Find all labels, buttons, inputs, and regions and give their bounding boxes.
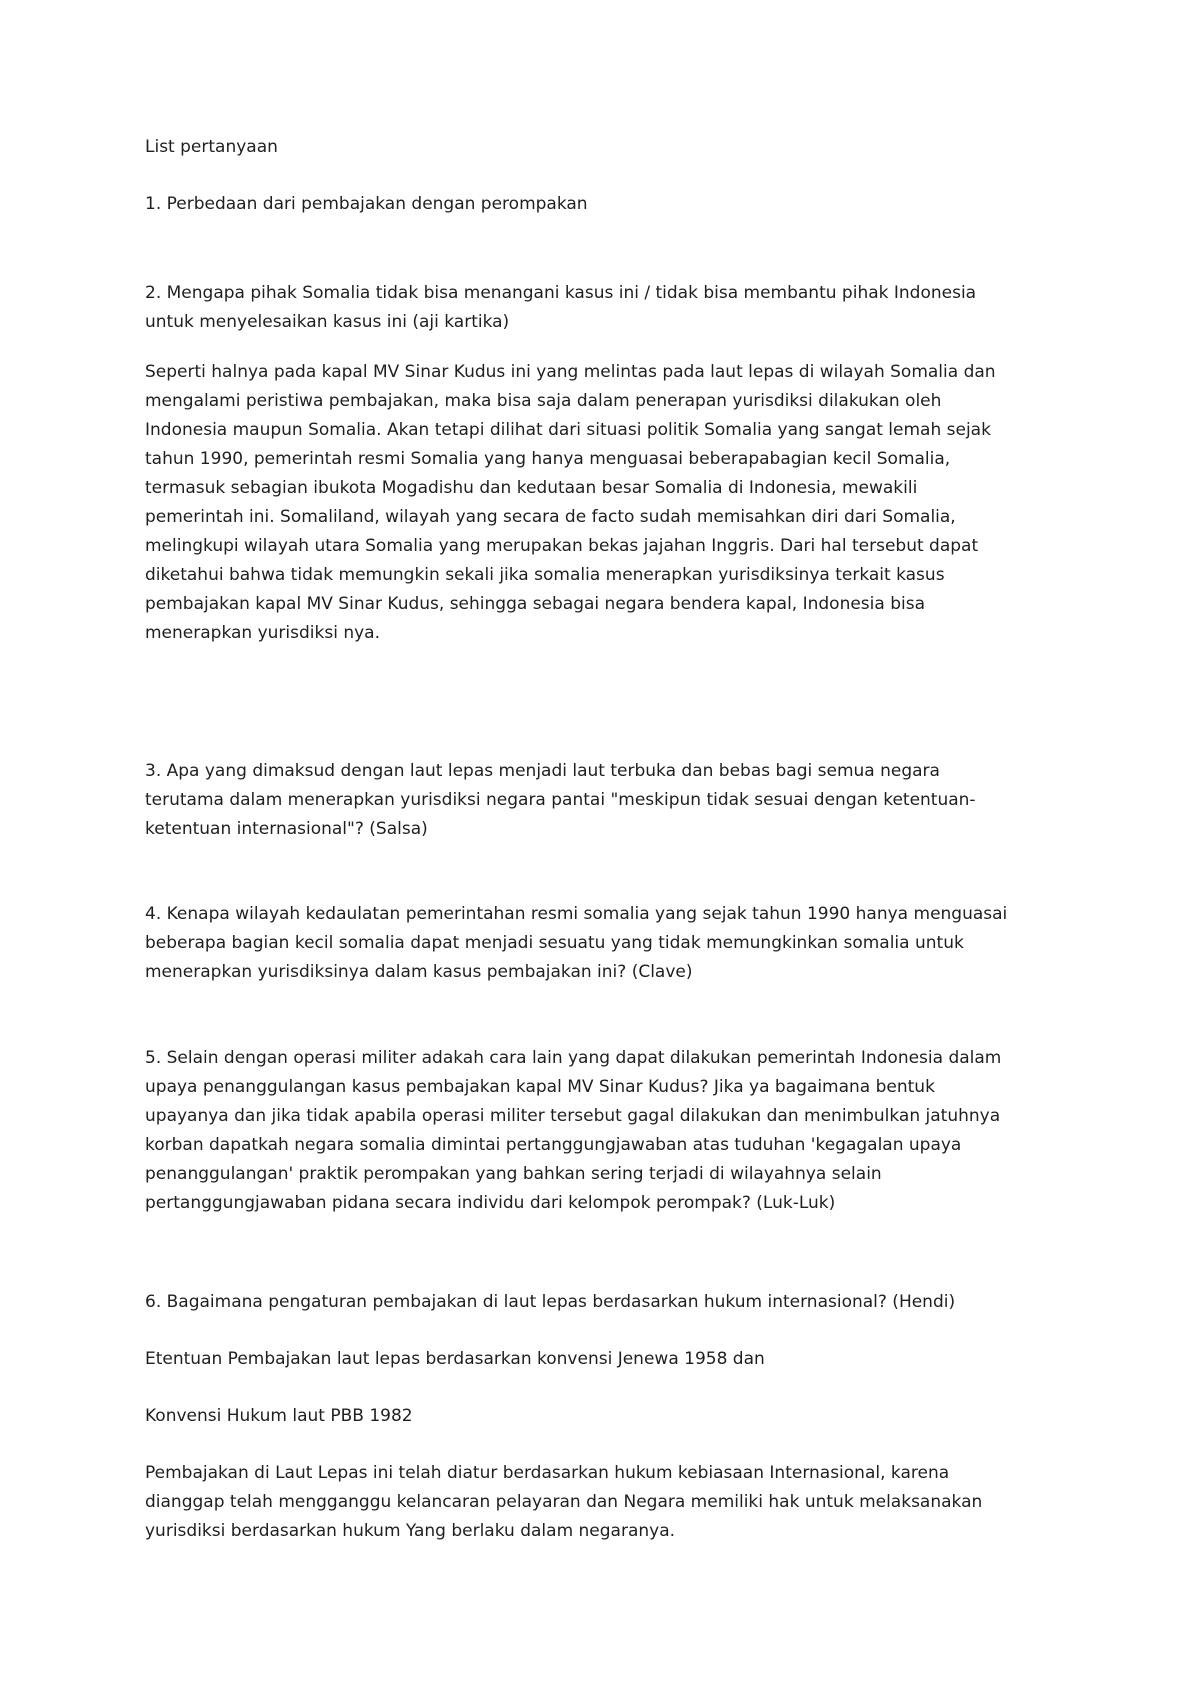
answer-2: Seperti halnya pada kapal MV Sinar Kudus ini yang melintas pada laut lepas di wilayah Somalia dan mengalami peristiwa pembajakan, maka bisa saja dalam penerapan yurisdiksi dilakukan oleh Indonesia maupun Somalia. Akan tetapi dilihat dari situasi politik Somalia yang sangat lemah sejak tahun 1990, pemerintah resmi Somalia yang hanya menguasai beberapabagian kecil Somalia, termasuk sebagian ibukota Mogadishu dan kedutaan besar Somalia di Indonesia, mewakili pemerintah ini. Somaliland, wilayah yang secara de facto sudah memisahkan diri dari Somalia, melingkupi wilayah utara Somalia yang merupakan bekas jajahan Inggris. Dari hal tersebut dapat diketahui bahwa tidak memungkin sekali jika somalia menerapkan yurisdiksinya terkait kasus pembajakan kapal MV Sinar Kudus, sehingga sebagai negara bendera kapal, Indonesia bisa menerapkan yurisdiksi nya.: [145, 362, 996, 643]
document-heading: List pertanyaan: [145, 137, 278, 157]
question-1: 1. Perbedaan dari pembajakan dengan perompakan: [145, 194, 588, 214]
question-5: 5. Selain dengan operasi militer adakah cara lain yang dapat dilakukan pemerintah Indonesia dalam upaya penanggulangan kasus pembajakan kapal MV Sinar Kudus? Jika ya bagaimana bentuk upayanya dan jika tidak apabila operasi militer tersebut gagal dilakukan dan menimbulkan jatuhnya korban dapatkah negara somalia dimintai pertanggungjawaban atas tuduhan 'kegagalan upaya penanggulangan' praktik perompakan yang bahkan sering terjadi di wilayahnya selain pertanggungjawaban pidana secara individu dari kelompok perompak? (Luk-Luk): [145, 1048, 1002, 1213]
question-6: 6. Bagaimana pengaturan pembajakan di laut lepas berdasarkan hukum internasional? (Hendi): [145, 1292, 956, 1312]
answer-6-paragraph: Pembajakan di Laut Lepas ini telah diatur berdasarkan hukum kebiasaan Internasional, karena dianggap telah mengganggu kelancaran pelayaran dan Negara memiliki hak untuk melaksanakan yurisdiksi berdasarkan hukum Yang berlaku dalam negaranya.: [145, 1463, 983, 1541]
answer-6-line-2: Konvensi Hukum laut PBB 1982: [145, 1406, 413, 1426]
question-3: 3. Apa yang dimaksud dengan laut lepas menjadi laut terbuka dan bebas bagi semua negara terutama dalam menerapkan yurisdiksi negara pantai "meskipun tidak sesuai dengan ketentuan- ketentuan internasional"? (Salsa): [145, 761, 976, 839]
answer-6-line-1: Etentuan Pembajakan laut lepas berdasarkan konvensi Jenewa 1958 dan: [145, 1349, 765, 1369]
question-4: 4. Kenapa wilayah kedaulatan pemerintahan resmi somalia yang sejak tahun 1990 hanya menguasai beberapa bagian kecil somalia dapat menjadi sesuatu yang tidak memungkinkan somalia untuk menerapkan yurisdiksinya dalam kasus pembajakan ini? (Clave): [145, 904, 1008, 982]
question-2: 2. Mengapa pihak Somalia tidak bisa menangani kasus ini / tidak bisa membantu pihak Indonesia untuk menyelesaikan kasus ini (aji kartika): [145, 283, 977, 332]
